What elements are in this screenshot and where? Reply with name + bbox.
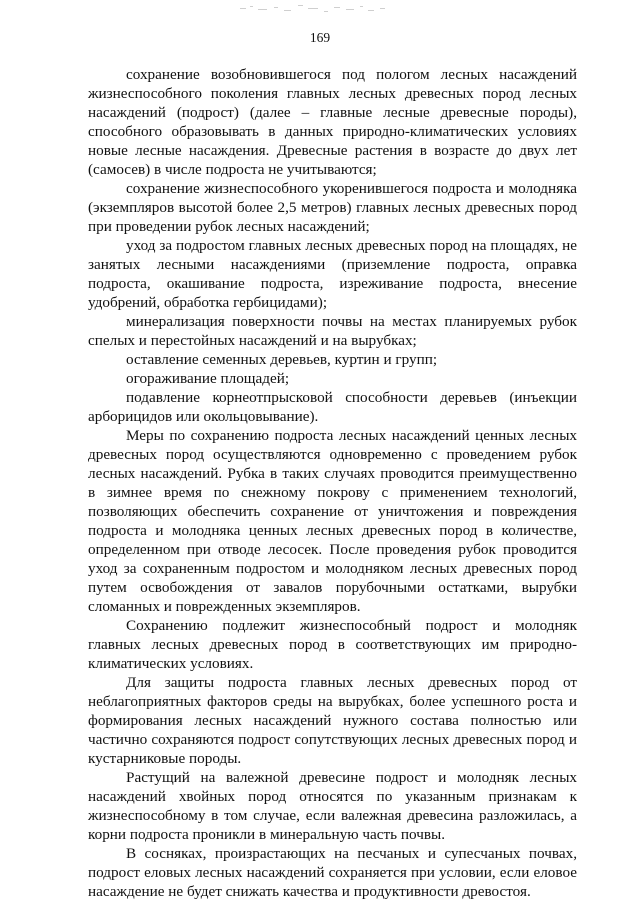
paragraph: оставление семенных деревьев, куртин и групп; [126,351,438,368]
scan-artifact [236,2,396,16]
paragraph: огораживание площадей; [126,370,290,387]
paragraph: Для защиты подроста главных лесных древесных пород от неблагоприятных факторов среды на вырубках, более успешного роста и формирования лесных насаждений нужного состава полностью или частично сохраняются подрост сопутствующих лесных древесных пород и кустарниковые породы. [88,674,577,767]
paragraph: В сосняках, произрастающих на песчаных и супесчаных почвах, подрост еловых лесных насаждений сохраняется при условии, если еловое насаждение не будет снижать качества и продуктивности древостоя. [88,845,577,900]
paragraph: Меры по сохранению подроста лесных насаждений ценных лесных древесных пород осуществляются одновременно с проведением рубок лесных насаждений. Рубка в таких случаях проводится преимущественно в зимнее время по снежному покрову с применением технологий, позволяющих обеспечить сохранение от уничтожения и повреждения подроста и молодняка ценных лесных древесных пород в количестве, определенном при отводе лесосек. После проведения рубок проводится уход за сохраненным подростом и молодняком лесных древесных пород путем освобождения от завалов порубочными остатками, вырубки сломанных и поврежденных экземпляров. [88,427,577,615]
page-number: 169 [309,30,331,45]
paragraph: уход за подростом главных лесных древесных пород на площадях, не занятых лесными насаждениями (приземление подроста, оправка подроста, окашивание подроста, изреживание подроста, внесение удобрений, обработка гербицидами); [88,237,577,311]
paragraph: минерализация поверхности почвы на местах планируемых рубок спелых и перестойных насаждений и на вырубках; [88,313,577,349]
paragraph: сохранение жизнеспособного укоренившегося подроста и молодняка (экземпляров высотой более 2,5 метров) главных лесных древесных пород при проведении рубок лесных насаждений; [88,180,577,235]
document-body [88,65,577,901]
paragraph: Сохранению подлежит жизнеспособный подрост и молодняк главных лесных древесных пород в соответствующих им природно-климатических условиях. [88,617,577,672]
paragraph: сохранение возобновившегося под пологом лесных насаждений жизнеспособного поколения главных лесных древесных пород лесных насаждений (подрост) (далее – главные лесные древесные породы), способного образовывать в данных природно-климатических условиях новые лесные насаждения. Древесные растения в возрасте до двух лет (самосев) в числе подроста не учитываются; [88,66,577,178]
paragraph: Растущий на валежной древесине подрост и молодняк лесных насаждений хвойных пород относятся по указанным признакам к жизнеспособному в том случае, если валежная древесина разложилась, а корни подроста проникли в минеральную часть почвы. [88,769,577,843]
paragraph: подавление корнеотпрысковой способности деревьев (инъекции арборицидов или окольцовывание). [88,389,577,425]
